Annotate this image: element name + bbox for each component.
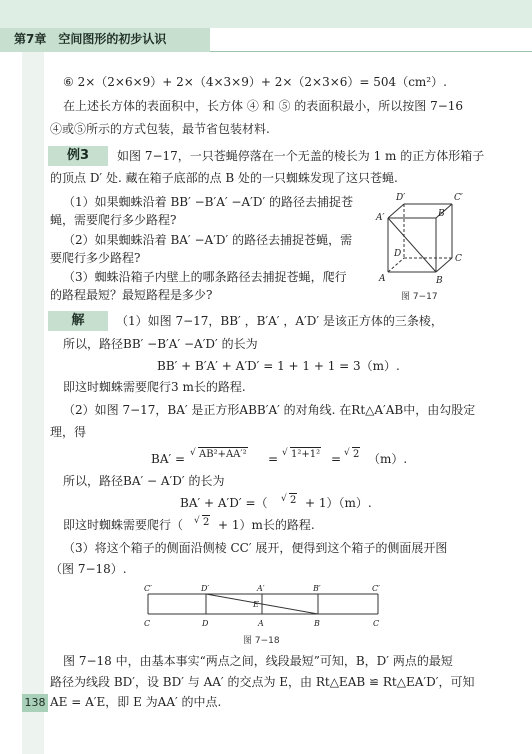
figure-7-18-caption: 图 7−18 bbox=[243, 636, 280, 646]
solution-line-3: BB′ + B′A′ + A′D′ = 1 + 1 + 1 = 3（m）. bbox=[157, 359, 400, 373]
solution-line-1: （1）如图 7−17，BB′ ，B′A′ ，A′D′ 是该正方体的三条棱， bbox=[116, 314, 443, 328]
figure-7-17 bbox=[366, 188, 478, 300]
figure-7-18 bbox=[136, 582, 396, 630]
solution-line-4: 即这时蜘蛛需要爬行3 m长的路程. bbox=[63, 380, 246, 394]
radicand-5: 2 bbox=[203, 517, 210, 528]
formula-2-start: BA′ + A′D′ =（ bbox=[180, 496, 268, 510]
edge-a-d bbox=[388, 258, 404, 272]
line-2: 在上述长方体的表面积中，长方体 ④ 和 ⑤ 的表面积最小，所以按图 7−16 bbox=[63, 99, 464, 113]
question-2b: 要爬行多少路程? bbox=[50, 251, 141, 265]
bottom-label-2: D bbox=[202, 619, 209, 628]
question-3b: 的路程最短？最短路程是多少? bbox=[50, 288, 213, 302]
question-3a: （3）蜘蛛沿箱子内壁上的哪条路径去捕捉苍蝇，爬行 bbox=[63, 270, 347, 284]
formula-1-eq-2: = bbox=[331, 452, 342, 466]
edge-b-c bbox=[436, 258, 452, 272]
sqrt-symbol-2: √ bbox=[282, 448, 288, 458]
formula-1-eq-1: = bbox=[268, 452, 279, 466]
question-1a: （1）如果蜘蛛沿着 BB′ −B′A′ −A′D′ 的路径去捕捉苍 bbox=[63, 195, 354, 209]
solution-label: 解 bbox=[48, 311, 108, 331]
top-label-4: B′ bbox=[313, 584, 321, 593]
margin-bar bbox=[22, 52, 44, 754]
radicand-4: 2 bbox=[290, 495, 297, 506]
top-label-5: C′ bbox=[372, 584, 380, 593]
proof-line-1: 图 7−18 中，由基本事实“两点之间，线段最短”可知，B，D′ 两点的最短 bbox=[63, 654, 453, 668]
top-label-2: D′ bbox=[201, 584, 210, 593]
label-cp: C′ bbox=[454, 193, 463, 203]
formula-1-unit: （m）. bbox=[368, 452, 408, 466]
label-c: C bbox=[455, 254, 462, 264]
solution-line-5: （2）如图 7−17，BA′ 是正方形ABB′A′ 的对角线. 在Rt△A′AB中，由勾股定 bbox=[63, 403, 476, 417]
label-a: A bbox=[379, 274, 386, 284]
label-d: D bbox=[394, 249, 402, 259]
label-bp: B′ bbox=[438, 209, 447, 219]
solution-line-2: 所以，路径BB′ −B′A′ −A′D′ 的长为 bbox=[63, 337, 258, 351]
label-e: E bbox=[253, 600, 259, 609]
sqrt-symbol-1: √ bbox=[190, 448, 196, 458]
example-line-1: 如图 7−17，一只苍蝇停落在一个无盖的棱长为 1 m 的正方体形箱子 bbox=[117, 149, 485, 163]
sqrt-symbol-3: √ bbox=[344, 448, 350, 458]
top-label-1: C′ bbox=[144, 584, 152, 593]
proof-line-2: 路径为线段 BD′，设 BD′ 与 AA′ 的交点为 E，由 Rt△EAB ≌ Rt△EA′D′，可知 bbox=[50, 675, 475, 689]
diagonal-ap-b bbox=[388, 218, 436, 272]
line-1: ⑥ 2×（2×6×9）+ 2×（4×3×9）+ 2×（2×3×6）= 504（cm²）. bbox=[63, 75, 447, 89]
proof-line-3: AE = A′E，即 E 为AA′ 的中点. bbox=[50, 695, 222, 709]
radicand-1: AB²+AA′² bbox=[199, 449, 247, 460]
chapter-title: 第7章 空间图形的初步认识 bbox=[14, 32, 167, 46]
sqrt-symbol-5: √ bbox=[194, 516, 200, 526]
solution-line-11: （3）将这个箱子的侧面沿侧棱 CC′ 展开，便得到这个箱子的侧面展开图 bbox=[63, 541, 448, 555]
solution-line-10a: 即这时蜘蛛需要爬行（ bbox=[63, 518, 184, 532]
header-band bbox=[0, 0, 532, 28]
header-rule bbox=[210, 51, 532, 52]
page-header bbox=[0, 0, 532, 60]
radicand-2: 1²+1² bbox=[291, 449, 321, 460]
example-line-2: 的顶点 D′ 处. 藏在箱子底部的点 B 处的一只蜘蛛发现了这只苍蝇. bbox=[50, 171, 398, 185]
line-3: ④或⑤所示的方式包装，最节省包装材料. bbox=[50, 122, 270, 136]
example-label: 例3 bbox=[48, 146, 108, 166]
label-b: B bbox=[436, 276, 443, 286]
solution-line-8: 所以，路径BA′ − A′D′ 的长为 bbox=[63, 474, 225, 488]
label-dp: D′ bbox=[396, 193, 406, 203]
bottom-label-3: A bbox=[258, 619, 264, 628]
question-1b: 蝇，需要爬行多少路程? bbox=[50, 213, 177, 227]
top-label-3: A′ bbox=[257, 584, 265, 593]
bottom-label-5: C bbox=[373, 619, 380, 628]
formula-2-end: + 1）（m）. bbox=[305, 496, 372, 510]
page-number: 138 bbox=[22, 694, 48, 712]
solution-line-6: 理，得 bbox=[50, 425, 87, 439]
solution-line-10c: + 1）m长的路程. bbox=[218, 518, 315, 532]
formula-1-lhs: BA′ = bbox=[151, 452, 186, 466]
solution-line-12: （图 7−18）. bbox=[50, 562, 127, 576]
label-ap: A′ bbox=[376, 213, 385, 223]
bottom-label-1: C bbox=[144, 619, 151, 628]
question-2a: （2）如果蜘蛛沿着 BA′ −A′D′ 的路径去捕捉苍蝇，需 bbox=[63, 233, 353, 247]
figure-7-17-caption: 图 7−17 bbox=[401, 292, 438, 302]
sqrt-symbol-4: √ bbox=[281, 494, 287, 504]
radicand-3: 2 bbox=[353, 449, 360, 460]
bottom-label-4: B bbox=[314, 619, 320, 628]
edge-ap-dp bbox=[388, 204, 404, 218]
